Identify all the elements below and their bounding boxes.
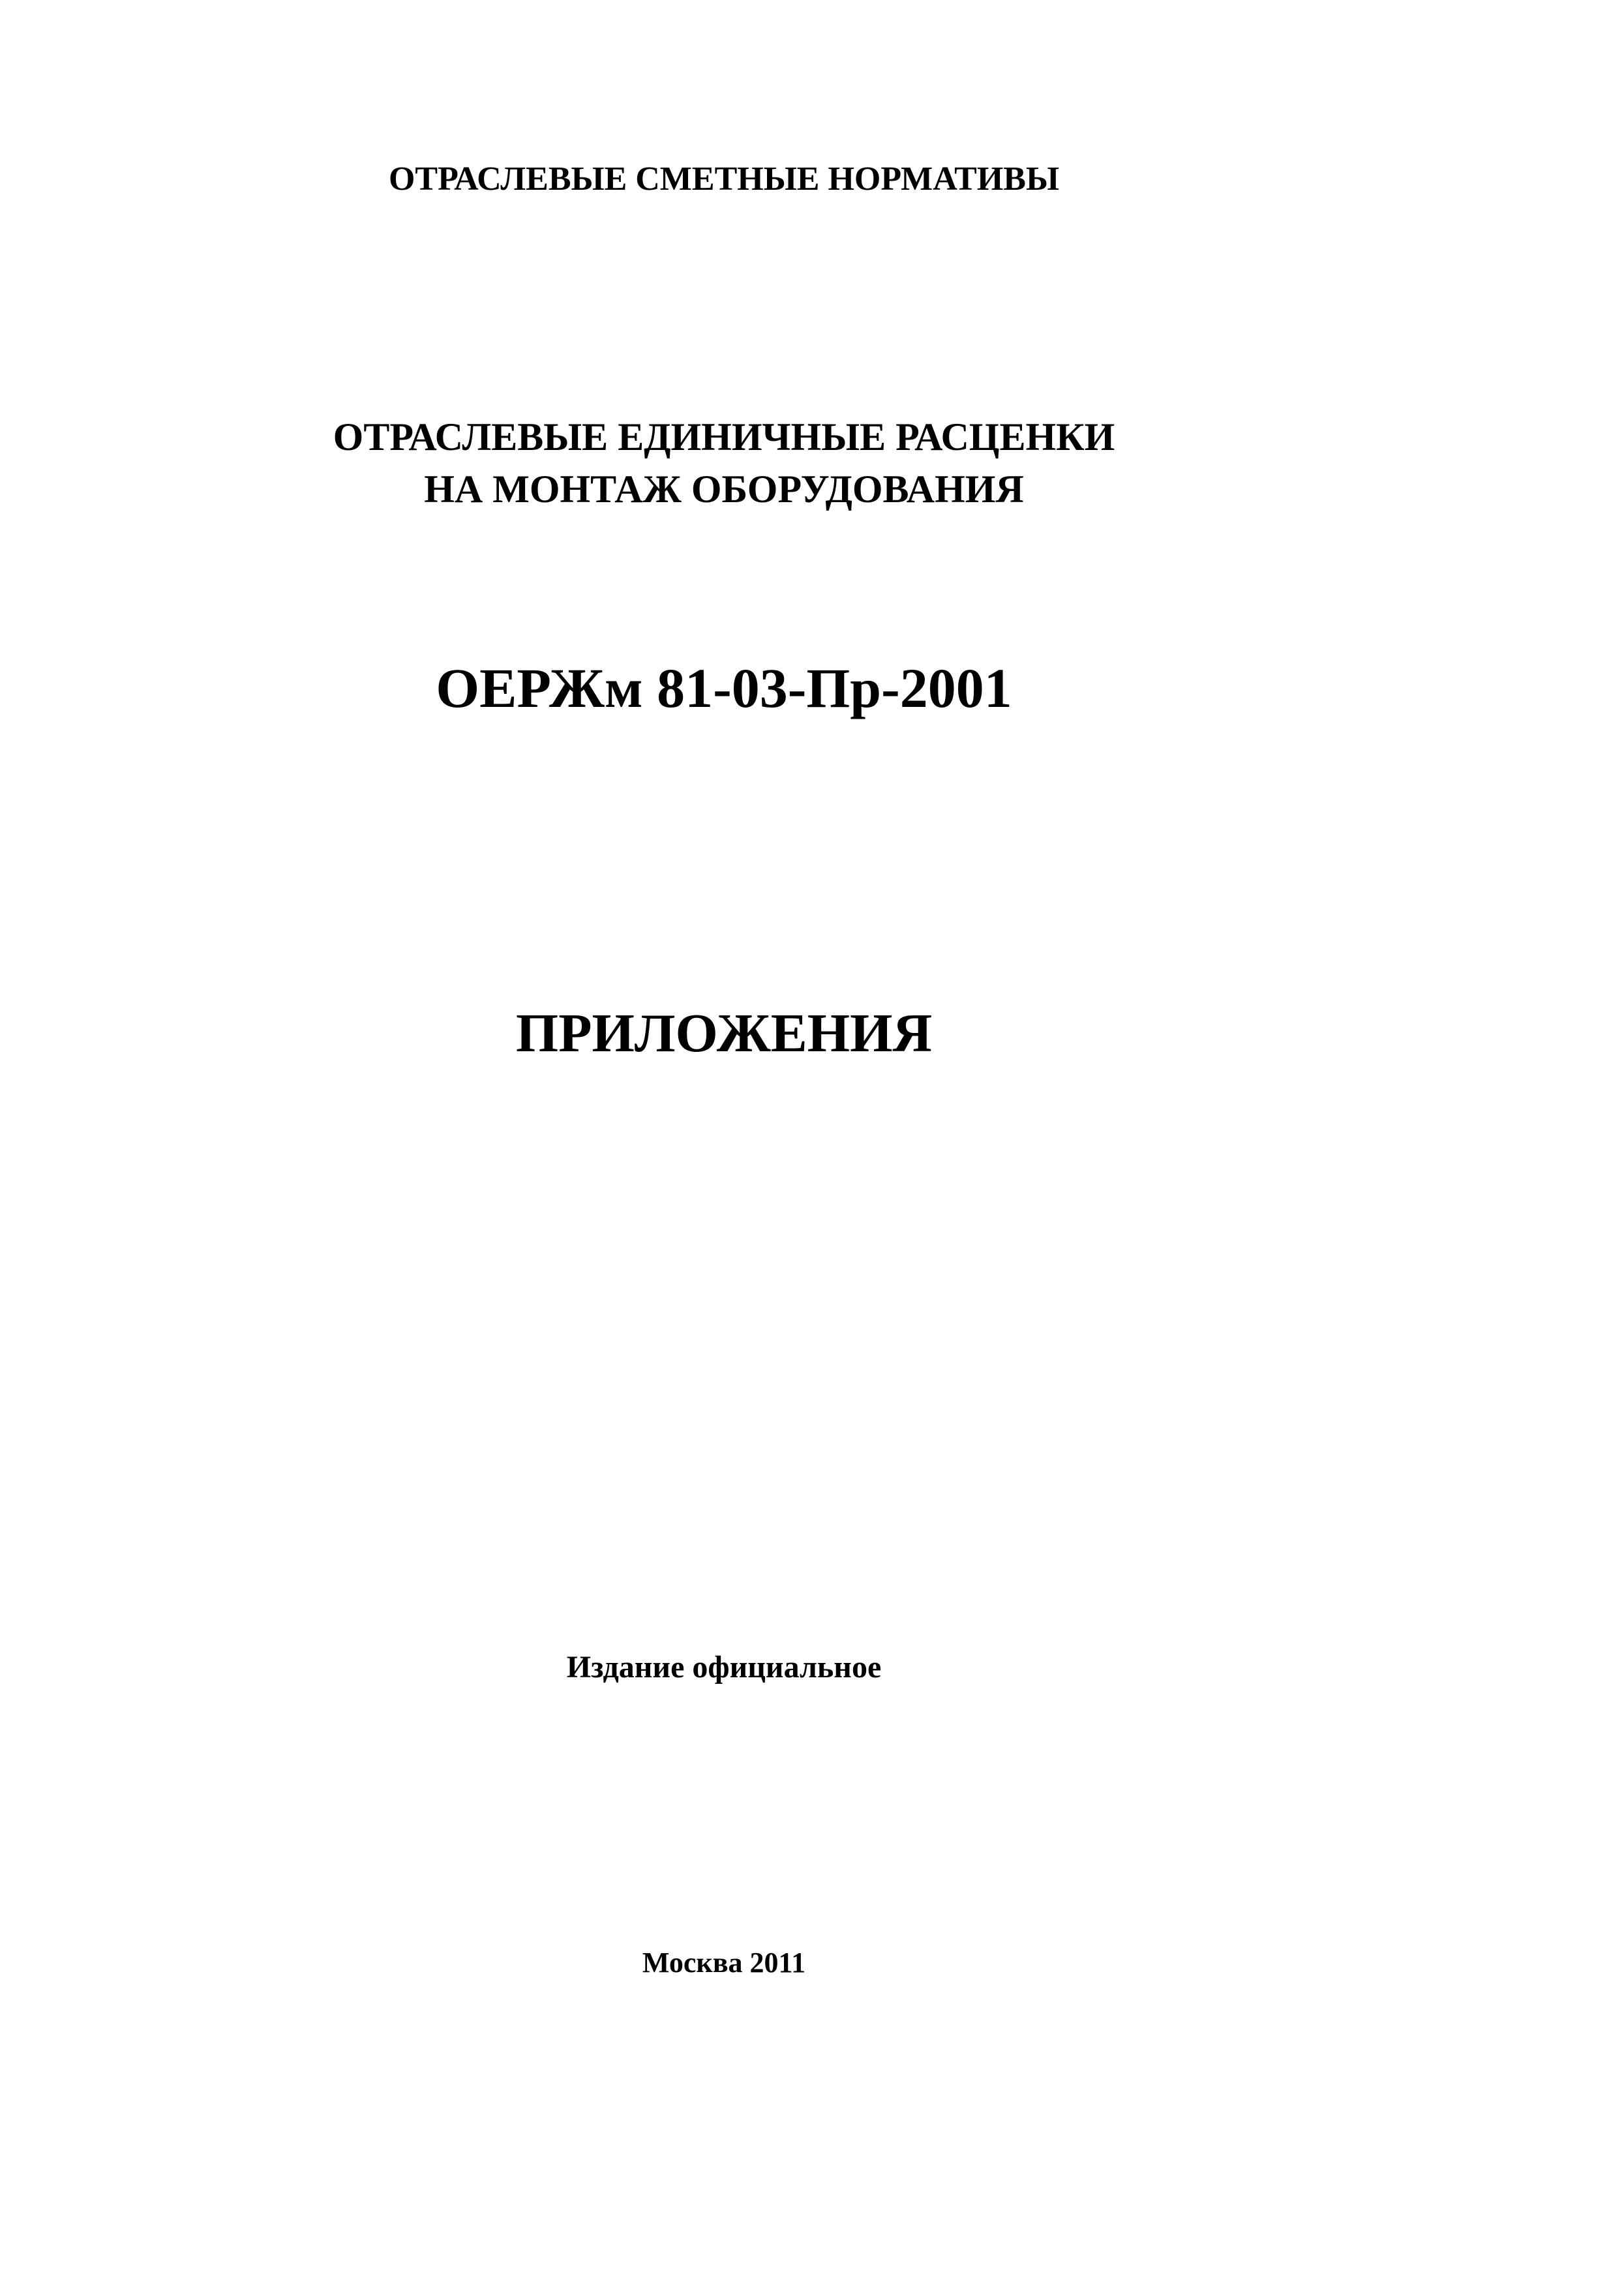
edition-note: Издание официальное xyxy=(566,1650,882,1684)
title-line-2: НА МОНТАЖ ОБОРУДОВАНИЯ xyxy=(424,468,1024,511)
section-heading: ПРИЛОЖЕНИЯ xyxy=(515,1003,933,1064)
place-and-year: Москва 2011 xyxy=(642,1947,806,1979)
title-line-1: ОТРАСЛЕВЫЕ ЕДИНИЧНЫЕ РАСЦЕНКИ xyxy=(333,415,1115,458)
document-title xyxy=(0,411,1448,515)
series-heading: ОТРАСЛЕВЫЕ СМЕТНЫЕ НОРМАТИВЫ xyxy=(388,160,1060,198)
document-code: ОЕРЖм 81-03-Пр-2001 xyxy=(436,657,1012,719)
